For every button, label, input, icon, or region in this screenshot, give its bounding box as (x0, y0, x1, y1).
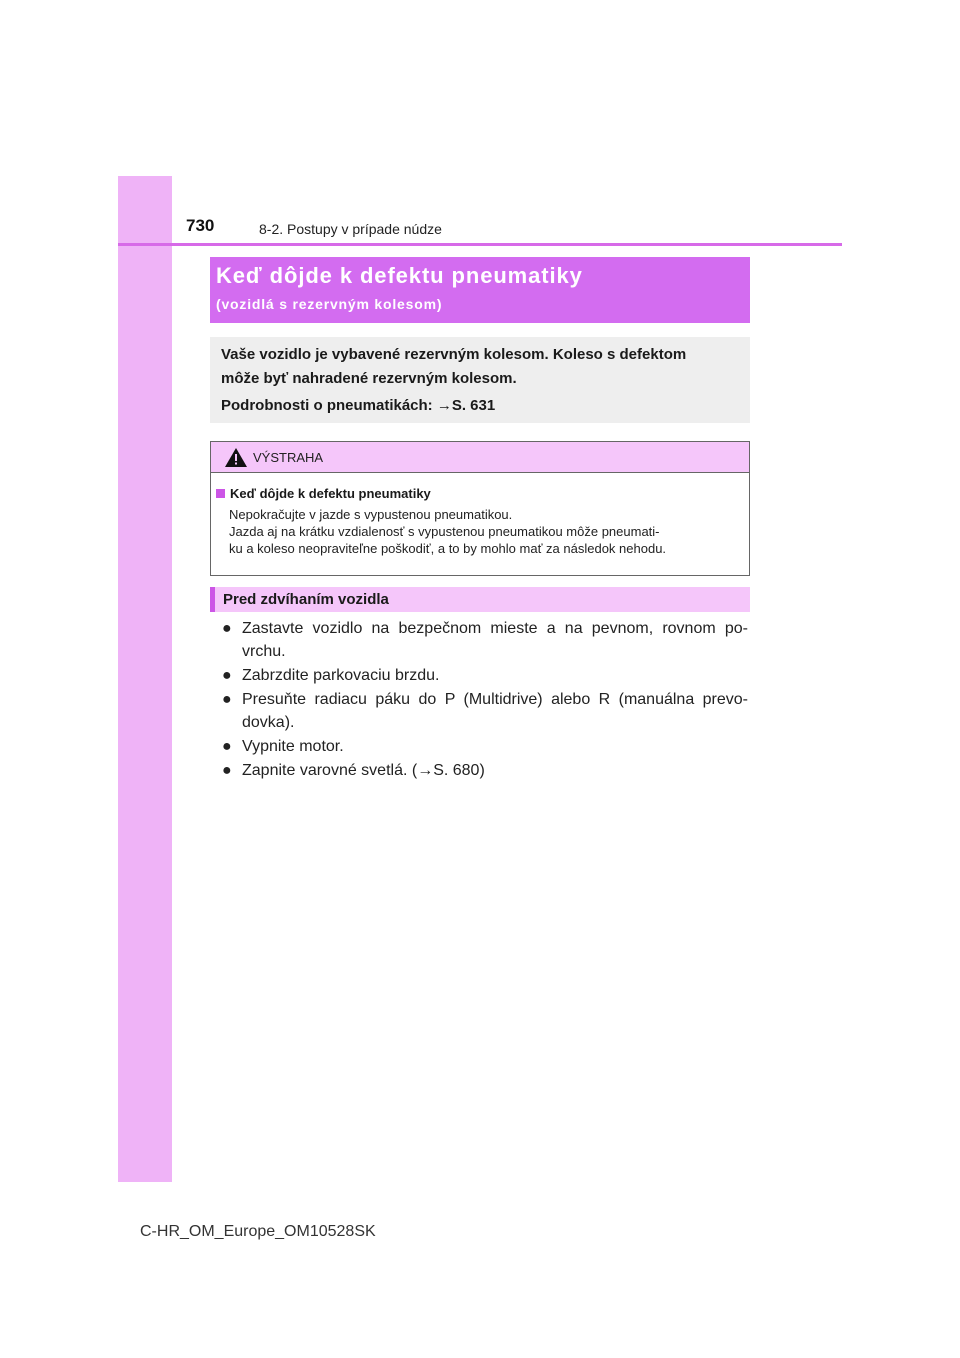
side-strip (118, 176, 172, 1182)
list-item (222, 617, 748, 663)
footer-doc-id: C-HR_OM_Europe_OM10528SK (140, 1223, 376, 1240)
warning-line-3: ku a koleso neopraviteľne poškodiť, a to by mohlo mať za následok nehodu. (229, 541, 667, 556)
section-label: 8-2. Postupy v prípade núdze (259, 221, 442, 237)
warning-subtitle (216, 486, 431, 501)
intro-reference: Podrobnosti o pneumatikách: →S. 631 (221, 397, 496, 414)
page-title: Keď dôjde k defektu pneumatiky (216, 263, 583, 288)
warning-header (211, 442, 749, 473)
list-item (222, 759, 748, 782)
intro-line-2: môže byť nahradené rezervným kolesom. (221, 370, 517, 387)
list-item-text: Vypnite motor. (242, 738, 344, 755)
bullet-dot-icon: ● (222, 762, 232, 779)
bullet-dot-icon: ● (222, 620, 232, 637)
page-number: 730 (186, 216, 215, 235)
section-heading (210, 587, 750, 612)
list-item-text: Presuňte radiacu páku do P (Multidrive) alebo R (manuálna prevo- dovka). (242, 691, 748, 731)
warning-subtitle-text: Keď dôjde k defektu pneumatiky (230, 486, 431, 501)
list-item-text: Zabrzdite parkovaciu brzdu. (242, 667, 440, 684)
intro-box (210, 337, 750, 423)
list-item (222, 735, 748, 758)
list-item-text: Zapnite varovné svetlá. (→S. 680) (242, 762, 485, 779)
list-item (222, 664, 748, 687)
bullet-dot-icon: ● (222, 738, 232, 755)
warning-line-2: Jazda aj na krátku vzdialenosť s vypustenou pneumatikou môže pneumati- (229, 524, 660, 539)
square-bullet-icon (216, 489, 225, 498)
list-item-text: Zastavte vozidlo na bezpečnom mieste a na pevnom, rovnom po- vrchu. (242, 620, 748, 660)
title-banner (210, 257, 750, 323)
warning-box (210, 441, 750, 576)
page-subtitle: (vozidlá s rezervným kolesom) (216, 296, 443, 312)
section-heading-bar (210, 587, 215, 612)
warning-label: VÝSTRAHA (253, 450, 324, 465)
header-divider (118, 243, 842, 246)
warning-line-1: Nepokračujte v jazde s vypustenou pneumatikou. (229, 507, 513, 522)
warning-triangle-icon (225, 448, 247, 467)
section-heading-text: Pred zdvíhaním vozidla (223, 591, 389, 608)
intro-line-1: Vaše vozidlo je vybavené rezervným kolesom. Koleso s defektom (221, 346, 687, 363)
list-item (222, 688, 748, 734)
bullet-dot-icon: ● (222, 691, 232, 708)
bullet-dot-icon: ● (222, 667, 232, 684)
